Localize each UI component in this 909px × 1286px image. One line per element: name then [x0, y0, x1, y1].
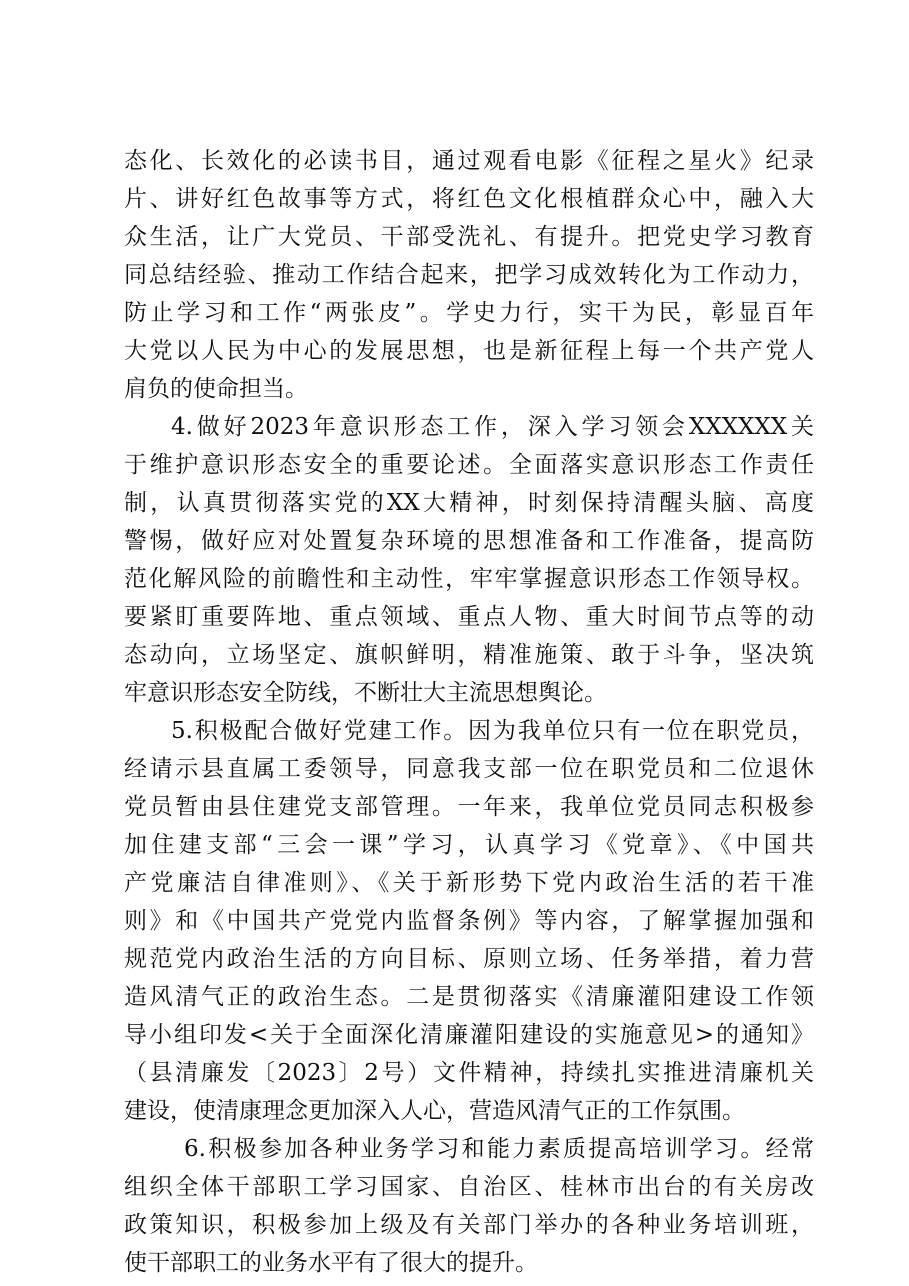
text-line: 使干部职工的业务水平有了很大的提升。: [124, 1250, 538, 1276]
text-line: 则》和《中国共产党党内监督条例》等内容，了解掌握加强和: [124, 908, 814, 934]
text-line: 警惕，做好应对处置复杂环境的思想准备和工作准备，提高防: [124, 528, 814, 554]
text-line: 产党廉洁自律准则》、《关于新形势下党内政治生活的若干准: [124, 870, 814, 896]
text-line: 建设，使清康理念更加深入人心，营造风清气正的工作氛围。: [124, 1098, 745, 1124]
text-line: 于维护意识形态安全的重要论述。全面落实意识形态工作责任: [124, 452, 814, 478]
text-line: 规范党内政治生活的方向目标、原则立场、任务举措，着力营: [124, 946, 814, 972]
paragraph-1: [124, 142, 814, 408]
text-line: 同总结经验、推动工作结合起来，把学习成效转化为工作动力，: [124, 262, 814, 288]
text-line: 大党以人民为中心的发展思想，也是新征程上每一个共产党人: [124, 338, 814, 364]
text-line: 肩负的使命担当。: [124, 376, 308, 402]
text-line: 4.做好2023年意识形态工作，深入学习领会XXXXXX关: [171, 414, 814, 440]
text-line: 范化解风险的前瞻性和主动性，牢牢掌握意识形态工作领导权。: [124, 566, 814, 592]
text-line: 牢意识形态安全防线，不断壮大主流思想舆论。: [124, 680, 607, 706]
text-line: 态化、长效化的必读书目，通过观看电影《征程之星火》纪录: [124, 148, 814, 174]
text-line: （县清廉发〔2023〕2号）文件精神，持续扎实推进清廉机关: [124, 1060, 814, 1086]
text-line: 防止学习和工作“两张皮”。学史力行，实干为民，彰显百年: [124, 300, 814, 326]
text-line: 片、讲好红色故事等方式，将红色文化根植群众心中，融入大: [124, 186, 814, 212]
text-line: 组织全体干部职工学习国家、自治区、桂林市出台的有关房改: [124, 1174, 814, 1200]
paragraph-3: [124, 712, 814, 1130]
text-line: 政策知识，积极参加上级及有关部门举办的各种业务培训班，: [124, 1212, 814, 1238]
text-line: 导小组印发<关于全面深化清廉灌阳建设的实施意见>的通知》: [124, 1022, 814, 1048]
paragraph-4: [124, 1130, 814, 1282]
text-line: 造风清气正的政治生态。二是贯彻落实《清廉灌阳建设工作领: [124, 984, 814, 1010]
text-line: 众生活，让广大党员、干部受洗礼、有提升。把党史学习教育: [124, 224, 814, 250]
text-line: 党员暂由县住建党支部管理。一年来，我单位党员同志积极参: [124, 794, 814, 820]
text-line: 要紧盯重要阵地、重点领域、重点人物、重大时间节点等的动: [124, 604, 814, 630]
text-line: 加住建支部“三会一课”学习，认真学习《党章》、《中国共: [124, 832, 814, 858]
text-line: 态动向，立场坚定、旗帜鲜明，精准施策、敢于斗争，坚决筑: [124, 642, 814, 668]
text-line: 经请示县直属工委领导，同意我支部一位在职党员和二位退休: [124, 756, 814, 782]
text-line: 6.积极参加各种业务学习和能力素质提高培训学习。经常: [184, 1136, 814, 1162]
paragraph-2: [124, 408, 814, 712]
document-body: [124, 142, 814, 1282]
text-line: 5.积极配合做好党建工作。因为我单位只有一位在职党员，: [171, 718, 814, 744]
text-line: 制，认真贯彻落实党的XX大精神，时刻保持清醒头脑、高度: [124, 490, 814, 516]
